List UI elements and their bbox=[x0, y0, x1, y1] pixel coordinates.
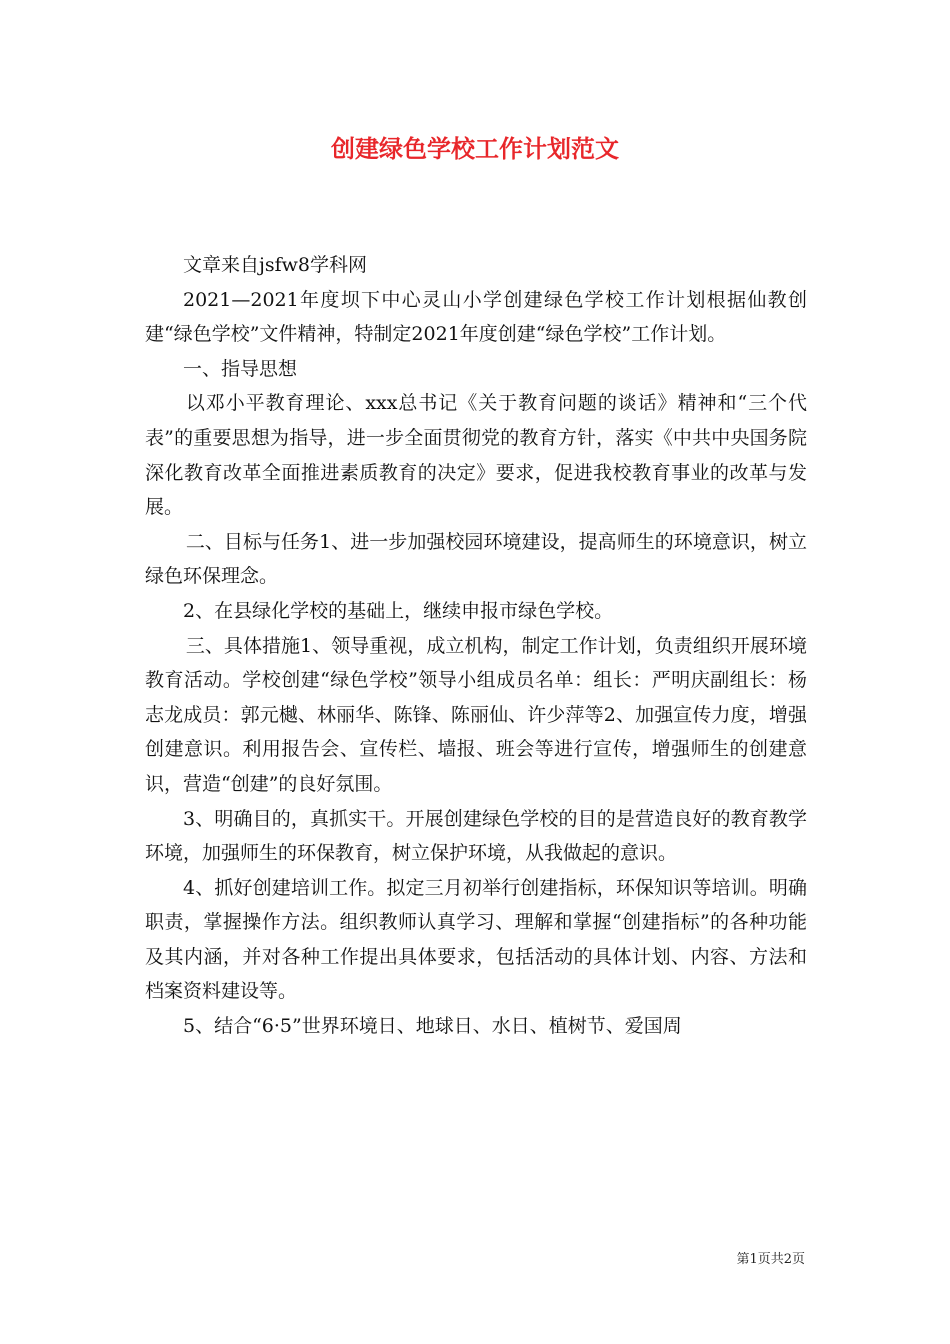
measure-item-5: 5、结合“6·5”世界环境日、地球日、水日、植树节、爱国周 bbox=[183, 1015, 682, 1038]
document-title: 创建绿色学校工作计划范文 bbox=[331, 134, 619, 163]
measure-item-3: 3、明确目的，真抓实干。开展创建绿色学校的目的是营造良好的教育教学环境，加强师生的环保教育，树立保护环境，从我做起的意识。 bbox=[145, 807, 807, 865]
document-body bbox=[145, 248, 807, 1044]
measures-paragraph: 三、具体措施1、领导重视，成立机构，制定工作计划，负责组织开展环境教育活动。学校创建“绿色学校”领导小组成员名单：组长：严明庆副组长：杨志龙成员：郭元樾、林丽华、陈锋、陈丽仙、许少萍等2、加强宣传力度，增强创建意识。利用报告会、宣传栏、墙报、班会等进行宣传，增强师生的创建意识，营造“创建”的良好氛围。 bbox=[145, 634, 807, 795]
page-number-footer: 第1页共2页 bbox=[736, 1252, 805, 1267]
goal-item-2: 2、在县绿化学校的基础上，继续申报市绿色学校。 bbox=[183, 599, 614, 622]
intro-paragraph: 2021—2021年度坝下中心灵山小学创建绿色学校工作计划根据仙教创建“绿色学校”文件精神，特制定2021年度创建“绿色学校”工作计划。 bbox=[145, 288, 807, 346]
source-note: 文章来自jsfw8学科网 bbox=[183, 254, 368, 276]
measure-item-4: 4、抓好创建培训工作。拟定三月初举行创建指标，环保知识等培训。明确职责，掌握操作方法。组织教师认真学习、理解和掌握“创建指标”的各种功能及其内涵，并对各种工作提出具体要求，包括活动的具体计划、内容、方法和档案资料建设等。 bbox=[145, 876, 807, 1003]
guiding-ideology-paragraph: 以邓小平教育理论、xxx总书记《关于教育问题的谈话》精神和“三个代表”的重要思想为指导，进一步全面贯彻党的教育方针，落实《中共中央国务院深化教育改革全面推进素质教育的决定》要求，促进我校教育事业的改革与发展。 bbox=[145, 392, 807, 519]
section-heading-guiding-ideology: 一、指导思想 bbox=[183, 357, 298, 380]
goals-paragraph: 二、目标与任务1、进一步加强校园环境建设，提高师生的环境意识，树立绿色环保理念。 bbox=[145, 530, 807, 588]
